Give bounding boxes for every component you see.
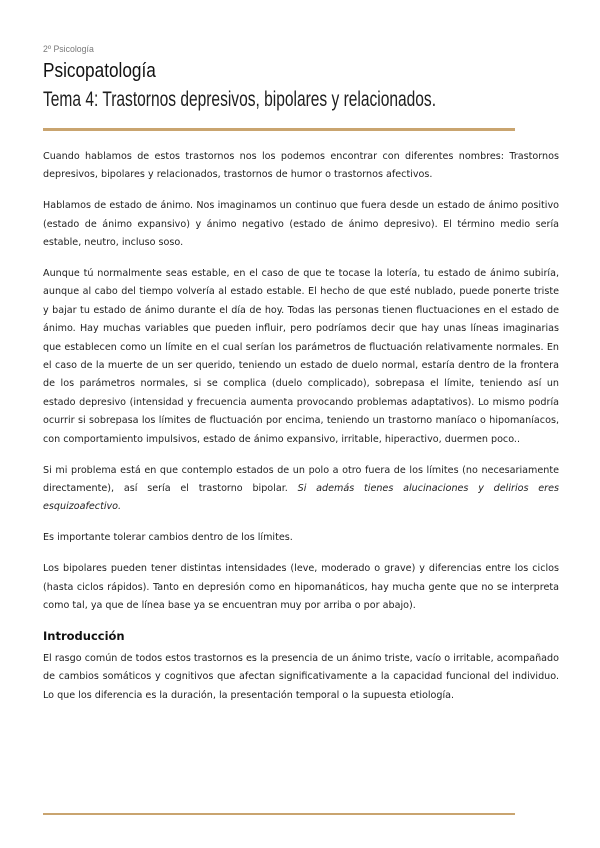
paragraph-names: Cuando hablamos de estos trastornos nos los podemos encontrar con diferentes nombres: Trastornos depresivos, bipolares y relacionados, trastornos de humor o trastornos afectivos. (43, 151, 559, 181)
topic-title: Tema 4: Trastornos depresivos, bipolares y relacionados. (43, 88, 437, 111)
section-heading: Introducción (43, 628, 125, 643)
paragraph-introduction: El rasgo común de todos estos trastornos es la presencia de un ánimo triste, vacío o irritable, acompañado de cambios somáticos y cognitivos que afectan significativamente a la capacidad funcional del individuo. Lo que los diferencia es la duración, la presentación temporal o la supuesta etiología. (43, 652, 559, 701)
paragraph-bipolar (43, 462, 559, 517)
paragraph-tolerance: Es importante tolerar cambios dentro de los límites. (43, 532, 293, 544)
paragraph-intensity: Los bipolares pueden tener distintas intensidades (leve, moderado o grave) y diferencias entre los ciclos (hasta ciclos rápidos). Tanto en depresión como en hipomanáticos, hay mucha gente que no se interpreta como tal, ya que de línea base ya se encuentran muy por arriba o por abajo). (43, 563, 559, 612)
paragraph-fluctuations: Aunque tú normalmente seas estable, en el caso de que te tocase la lotería, tu estado de ánimo subiría, aunque al cabo del tiempo volvería al estado estable. El hecho de que esté nublado, puede ponerte triste y bajar tu estado de ánimo durante el día de hoy. Todas las personas tienen fluctuaciones en el estado de ánimo. Hay muchas variables que pueden influir, pero podríamos decir que hay unas líneas imaginarias que establecen como un límite en el cual serían los parámetros de fluctuación relativamente normales. En el caso de la muerte de un ser querido, teniendo un estado de duelo normal, estaría dentro de la frontera de los parámetros normales, si se complica (duelo complicado), sobrepasa el límite, teniendo así un estado depresivo (intensidad y frecuencia aumenta provocando problemas adaptativos). Lo mismo podría ocurrir si sobrepasa los límites de fluctuación por encima, teniendo un trastorno maníaco o hipomaníacos, con comportamiento impulsivos, estado de ánimo expansivo, irritable, hiperactivo, duermen poco.. (43, 268, 559, 445)
bipolar-italic-note: Si además tienes alucinaciones y delirios eres esquizoafectivo. (43, 483, 560, 513)
paragraph-mood-continuum: Hablamos de estado de ánimo. Nos imaginamos un continuo que fuera desde un estado de ánimo positivo (estado de ánimo expansivo) y ánimo negativo (estado de ánimo depresivo). El término medio sería estable, neutro, incluso soso. (43, 200, 559, 249)
subject-title: Psicopatología (43, 60, 156, 82)
bipolar-text: Si mi problema está en que contemplo estados de un polo a otro fuera de los límites (no necesariamente directamente), así sería el trastorno bipolar. (43, 464, 559, 494)
header-divider (43, 128, 515, 131)
footer-divider (43, 813, 515, 815)
course-label: 2º Psicología (43, 44, 94, 55)
document-body (43, 148, 559, 718)
